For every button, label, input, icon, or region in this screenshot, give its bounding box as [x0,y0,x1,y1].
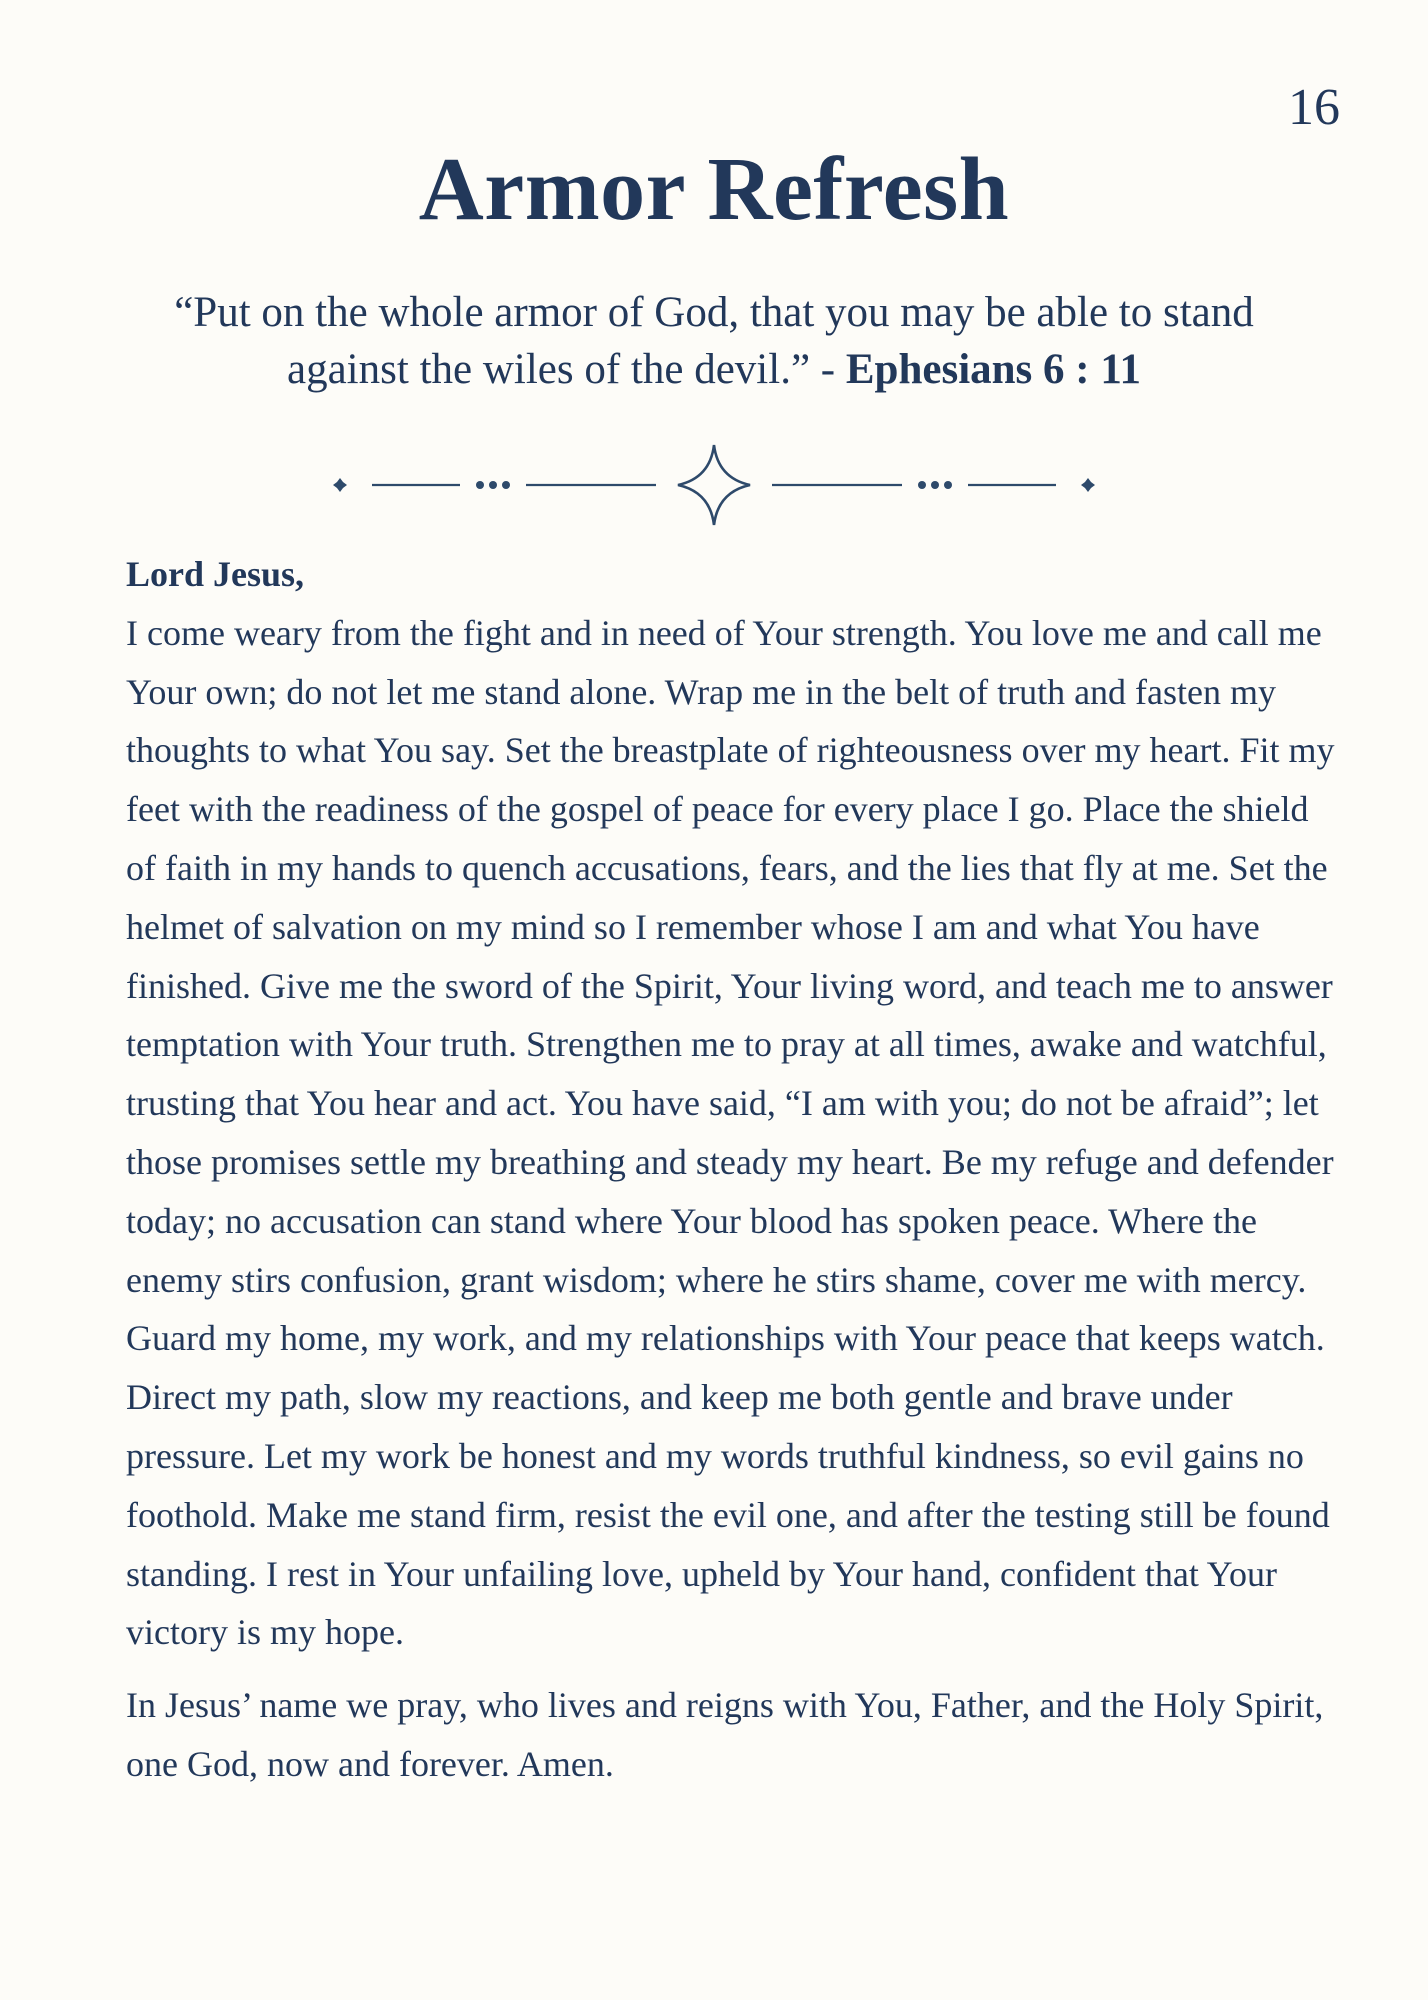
verse-reference: Ephesians 6 : 11 [845,346,1141,393]
prayer [126,545,1336,1794]
scripture-verse [120,284,1308,398]
prayer-closing: In Jesus’ name we pray, who lives and reigns with You, Father, and the Holy Spirit, one God, now and forever. Amen. [126,1685,1324,1784]
prayer-body: I come weary from the fight and in need of Your strength. You love me and call me Your own; do not let me stand alone. Wrap me in the belt of truth and fasten my thoughts to what You say. Set the breastplate of righteousness over my heart. Fit my feet with the readiness of the gospel of peace for every place I go. Place the shield of faith in my hands to quench accusations, fears, and the lies that fly at me. Set the helmet of salvation on my mind so I remember whose I am and what You have finished. Give me the sword of the Spirit, Your living word, and teach me to answer temptation with Your truth. Strengthen me to pray at all times, awake and watchful, trusting that You hear and act. You have said, “I am with you; do not be afraid”; let those promises settle my breathing and steady my heart. Be my refuge and defender today; no accusation can stand where Your blood has spoken peace. Where the enemy stirs confusion, grant wisdom; where he stirs shame, cover me with mercy. Guard my home, my work, and my relationships with Your peace that keeps watch. Direct my path, slow my reactions, and keep me both gentle and brave under pressure. Let my work be honest and my words truthful kindness, so evil gains no foothold. Make me stand firm, resist the evil one, and after the testing still be found standing. I rest in Your unfailing love, upheld by Your hand, confident that Your victory is my hope. [126,612,1335,1653]
star-divider-icon [320,440,1108,530]
page-number: 16 [1288,79,1340,136]
prayer-salutation: Lord Jesus, [126,554,305,594]
verse-text: “Put on the whole armor of God, that you may be able to stand against the wiles of the devil.” - [174,289,1254,393]
page-title: Armor Refresh [418,140,1010,239]
